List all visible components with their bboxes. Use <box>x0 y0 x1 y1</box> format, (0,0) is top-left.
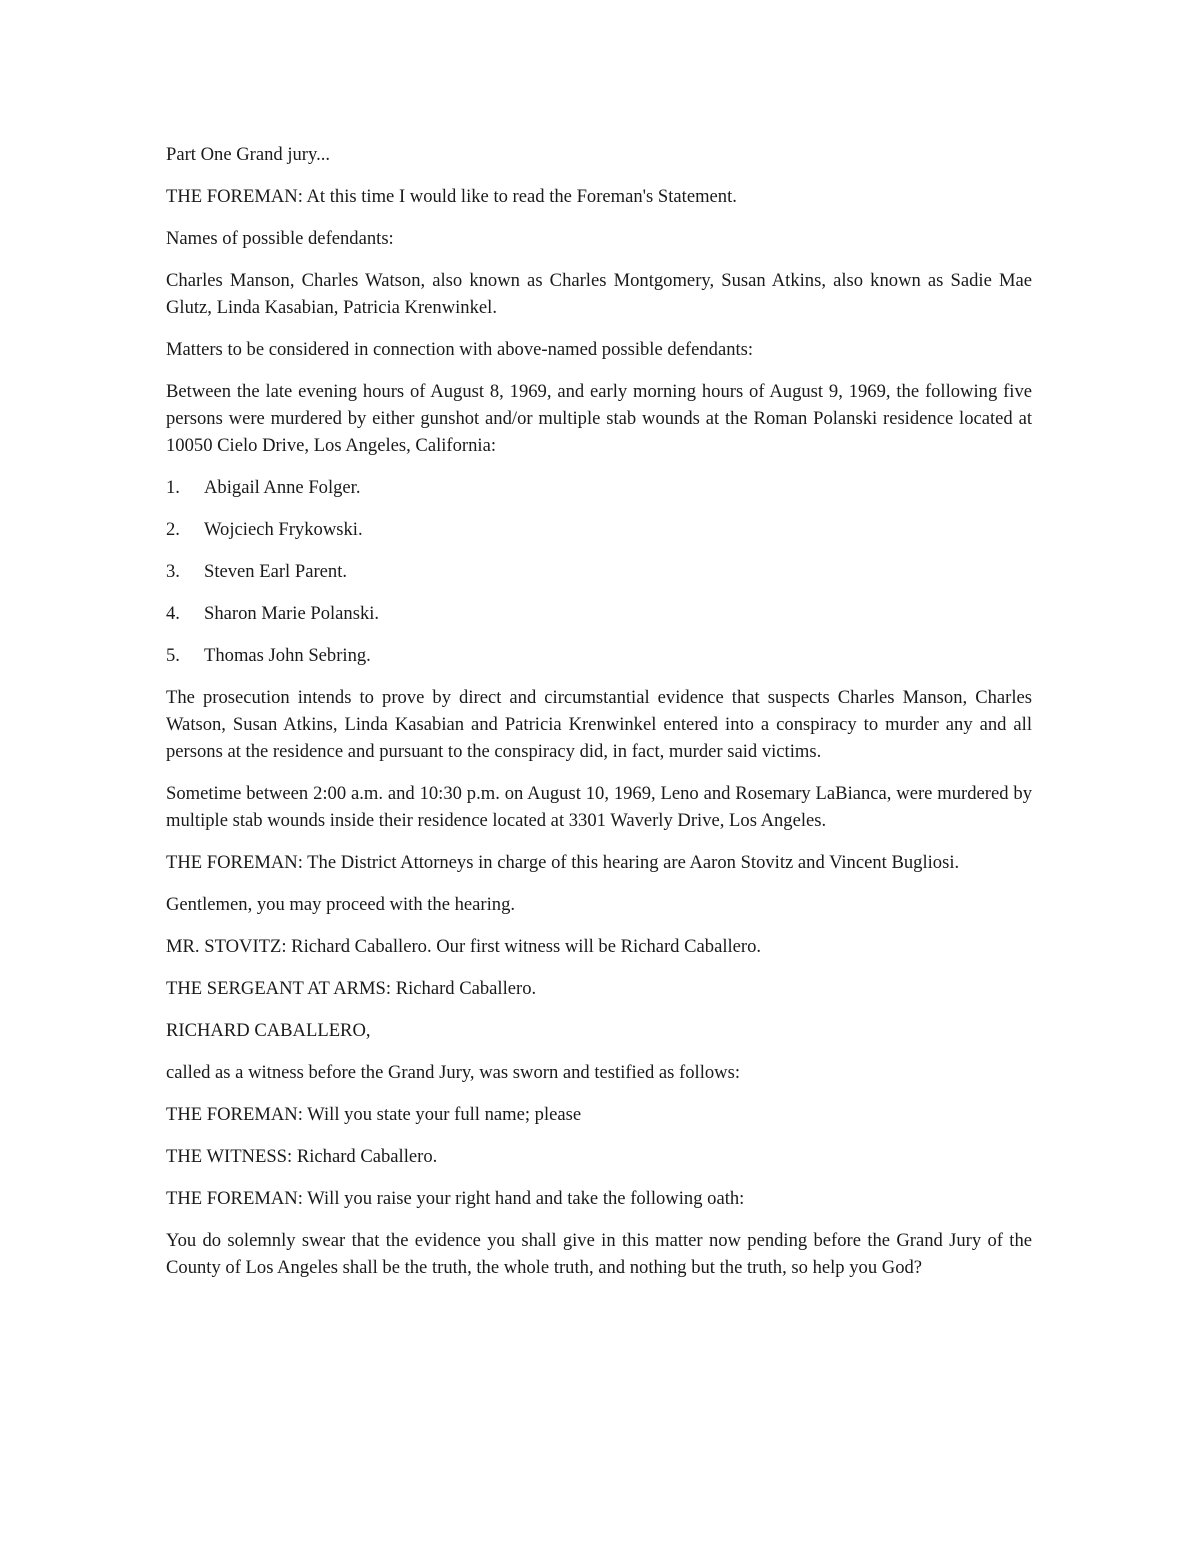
paragraph-matters: Matters to be considered in connection with above-named possible defendants: <box>166 339 754 360</box>
paragraph-foreman-statement: THE FOREMAN: At this time I would like to read the Foreman's Statement. <box>166 186 737 207</box>
paragraph-state-name: THE FOREMAN: Will you state your full name; please <box>166 1104 582 1125</box>
paragraph-witness-name: RICHARD CABALLERO, <box>166 1020 371 1041</box>
list-item-number: 4. <box>166 603 180 624</box>
list-item-text: Thomas John Sebring. <box>204 645 371 666</box>
list-item-text: Abigail Anne Folger. <box>204 477 361 498</box>
victims-list <box>166 474 1032 669</box>
list-item <box>166 474 1032 501</box>
list-item-text: Steven Earl Parent. <box>204 561 348 582</box>
paragraph-between: Between the late evening hours of August 8, 1969, and early morning hours of August 9, 1969, the following five persons were murdered by either gunshot and/or multiple stab wounds at the Roman Polanski residence located at 10050 Cielo Drive, Los Angeles, California: <box>166 381 1032 456</box>
paragraph-called: called as a witness before the Grand Jury, was sworn and testified as follows: <box>166 1062 741 1083</box>
paragraph-witness-answer: THE WITNESS: Richard Caballero. <box>166 1146 438 1167</box>
paragraph-gentlemen: Gentlemen, you may proceed with the hearing. <box>166 894 516 915</box>
list-item <box>166 642 1032 669</box>
list-item <box>166 516 1032 543</box>
list-item <box>166 600 1032 627</box>
document-heading: Part One Grand jury... <box>166 144 331 165</box>
list-item <box>166 558 1032 585</box>
list-item-text: Wojciech Frykowski. <box>204 519 363 540</box>
paragraph-raise-hand: THE FOREMAN: Will you raise your right hand and take the following oath: <box>166 1188 745 1209</box>
paragraph-stovitz: MR. STOVITZ: Richard Caballero. Our first witness will be Richard Caballero. <box>166 936 762 957</box>
list-item-number: 1. <box>166 477 180 498</box>
list-item-number: 5. <box>166 645 180 666</box>
paragraph-names-label: Names of possible defendants: <box>166 228 394 249</box>
document-body <box>166 141 1032 1296</box>
paragraph-district-attorneys: THE FOREMAN: The District Attorneys in charge of this hearing are Aaron Stovitz and Vincent Bugliosi. <box>166 852 960 873</box>
paragraph-sometime: Sometime between 2:00 a.m. and 10:30 p.m. on August 10, 1969, Leno and Rosemary LaBianca, were murdered by multiple stab wounds inside their residence located at 3301 Waverly Drive, Los Angeles. <box>166 783 1032 831</box>
list-item-text: Sharon Marie Polanski. <box>204 603 380 624</box>
paragraph-oath: You do solemnly swear that the evidence you shall give in this matter now pending before the Grand Jury of the County of Los Angeles shall be the truth, the whole truth, and nothing but the truth, so help you God? <box>166 1230 1032 1278</box>
paragraph-prosecution: The prosecution intends to prove by direct and circumstantial evidence that suspects Charles Manson, Charles Watson, Susan Atkins, Linda Kasabian and Patricia Krenwinkel entered into a conspiracy to murder any and all persons at the residence and pursuant to the conspiracy did, in fact, murder said victims. <box>166 687 1032 762</box>
paragraph-sergeant: THE SERGEANT AT ARMS: Richard Caballero. <box>166 978 537 999</box>
list-item-number: 3. <box>166 561 180 582</box>
list-item-number: 2. <box>166 519 180 540</box>
paragraph-defendants: Charles Manson, Charles Watson, also known as Charles Montgomery, Susan Atkins, also known as Sadie Mae Glutz, Linda Kasabian, Patricia Krenwinkel. <box>166 270 1032 318</box>
